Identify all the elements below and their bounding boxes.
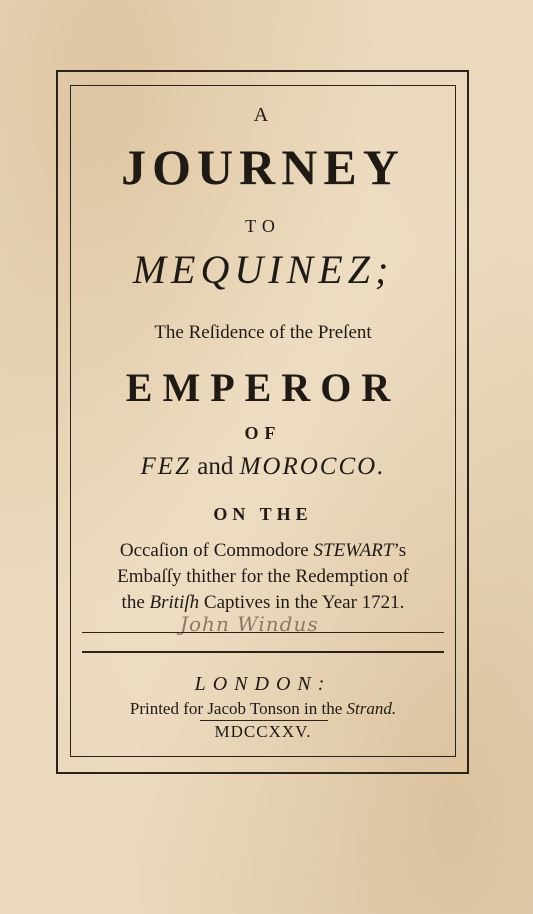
date-rule	[200, 720, 328, 721]
occasion-line-3	[70, 592, 456, 614]
possessive: ’s	[393, 540, 407, 561]
title-article: A	[253, 104, 273, 126]
occasion-text: Occaſion of Commodore	[119, 540, 314, 561]
title-mequinez: MEQUINEZ;	[132, 247, 394, 292]
title-residence-line: The Reſidence of the Preſent	[154, 322, 372, 343]
divider-rule-thick	[82, 651, 444, 653]
and-word: and	[190, 453, 240, 480]
title-on-the: ON THE	[213, 504, 313, 524]
british-word: Britiſh	[149, 592, 200, 613]
imprint-date: MDCCXXV.	[214, 722, 312, 741]
occasion-line-1	[70, 540, 456, 562]
imprint-printer	[70, 699, 456, 719]
fez-word: FEZ	[140, 453, 191, 480]
title-to: TO	[245, 216, 281, 236]
occasion-the: the	[121, 592, 150, 613]
title-emperor: EMPEROR	[125, 365, 401, 410]
title-fez-morocco	[70, 453, 456, 481]
morocco-word: MOROCCO.	[239, 453, 386, 480]
captives-text: Captives in the Year 1721.	[199, 592, 405, 613]
strand-word: Strand.	[346, 699, 397, 718]
printed-for: Printed for	[129, 699, 208, 718]
title-journey: JOURNEY	[121, 139, 405, 195]
title-of: OF	[244, 423, 282, 443]
in-the: in the	[299, 699, 347, 718]
handwritten-signature: John Windus	[180, 612, 319, 636]
divider-rule-thin	[82, 632, 444, 633]
imprint-city: LONDON:	[194, 673, 332, 695]
stewart-name: STEWART	[313, 540, 394, 561]
printer-name: Jacob Tonson	[207, 699, 300, 718]
occasion-line-2: Embaſſy thither for the Redemption of	[117, 566, 409, 587]
